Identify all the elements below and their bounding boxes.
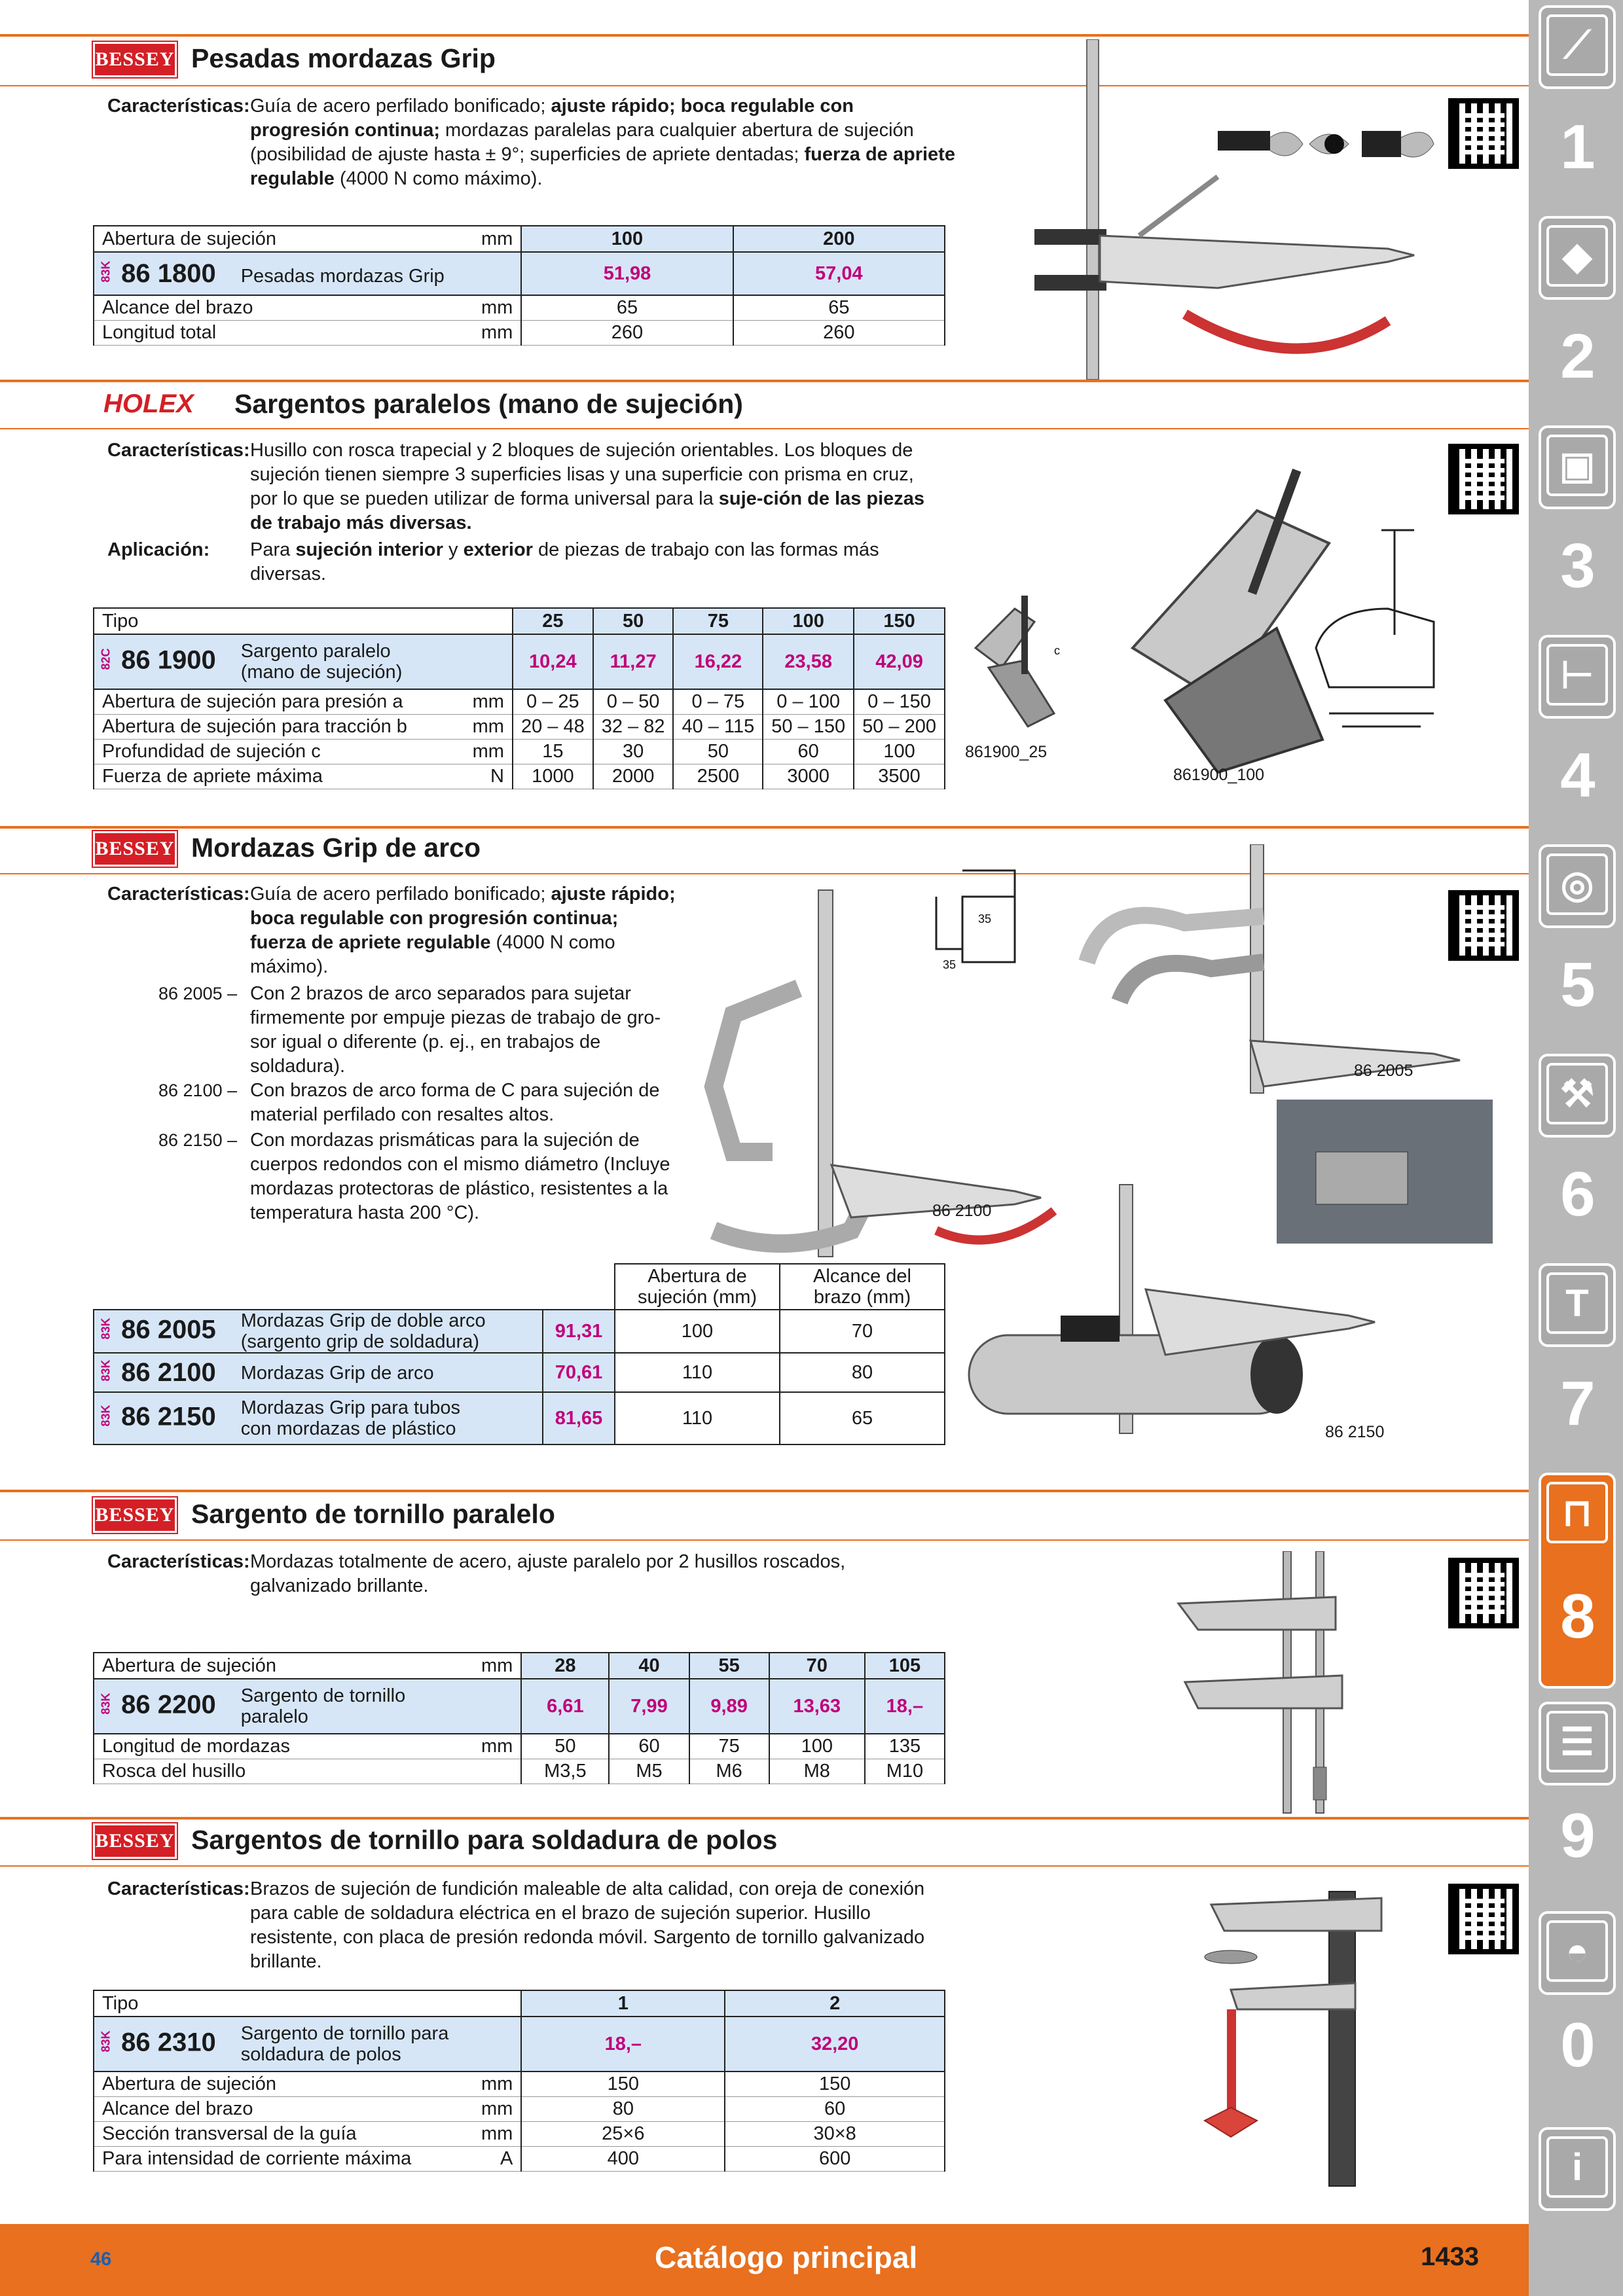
page-number-left: 46 — [90, 2249, 112, 2270]
chuck-icon: ▣ — [1546, 435, 1608, 496]
chapter-number: 0 — [1560, 2010, 1596, 2080]
price: 18,– — [521, 2017, 725, 2072]
section-divider — [0, 1817, 1529, 1820]
price: 42,09 — [854, 634, 945, 689]
price: 57,04 — [733, 252, 945, 295]
page-number-right: 1433 — [1421, 2242, 1479, 2271]
spec-table-861900: Tipo 25 50 75 100 150 82C 86 1900 Sargento paralelo (mano de sujeción) 10,24 11,27 16,22 23,58 42,09 Abertura de sujeción para presión a mm 0 – 25 0 – 50 0 – 75 0 – 100 0 – 150 Abertura de sujeción para tracción b mm 20 – 48 32 – 82 40 – 115 50 – 150 50 – 200 Profundidad de sujeción c mm 15 30 50 60 100 Fuerza de apriete máxima N 1000 2000 2500 3000 3500 — [93, 607, 945, 789]
application-label: Aplicación: — [107, 539, 210, 560]
clamp-icon: ⊓ — [1546, 1482, 1608, 1543]
info-icon: i — [1546, 2136, 1608, 2198]
article-number: 86 1800 — [121, 259, 216, 288]
features-block: Características: Guía de acero perfilado bonificado; ajuste rápido; boca regulable con progresión continua; fuerza de apriete regulable (4000 N como máximo). 86 2005 – Con 2 brazos de arco separados para sujetar firmemente por empuje piezas de trabajo de gro-sor igual o diferente (p. ej., en trabajos de soldadura). 86 2100 – Con brazos de arco forma de C para sujeción de material perfilado con resaltes altos. 86 2150 – Con mordazas prismáticas para la sujeción de cuerpos redondos con el mismo diámetro (Incluye mordazas protectoras de plástico, resistentes a la temperatura hasta 200 °C). — [107, 882, 684, 1236]
qr-code[interactable] — [1448, 1884, 1519, 1954]
chapter-tab-5[interactable] — [1539, 844, 1616, 928]
price: 10,24 — [513, 634, 593, 689]
features-label: Características: — [107, 1551, 250, 1572]
section-underline — [0, 1539, 1529, 1541]
chapter-number: 4 — [1560, 740, 1596, 810]
welding-clamp-image — [1165, 1878, 1427, 2193]
arc-grip-images — [701, 844, 1512, 1460]
product-name: Pesadas mordazas Grip — [240, 265, 445, 287]
chapter-number: 1 — [1560, 112, 1596, 182]
spec-table-861800: Abertura de sujeción mm 100 200 83K 86 1800 Pesadas mordazas Grip 51,98 57,04 Alcance del brazo mm 65 65 Longitud total mm 260 260 — [93, 225, 945, 346]
image-caption: 86 2100 — [932, 1202, 992, 1220]
bessey-logo: BESSEY — [93, 1823, 177, 1859]
svg-text:c: c — [1054, 644, 1060, 657]
bessey-logo: BESSEY — [93, 42, 177, 77]
hammer-pliers-icon: T — [1546, 1272, 1608, 1334]
spec-table-862310: Tipo 1 2 83K 86 2310 Sargento de tornillo para soldadura de polos 18,– 32,20 Abertura de sujeción mm 150 150 Alcance del brazo mm 80 60 Sección transversal de la guía mm 25×6 30×8 Para intensidad de corriente máxima A 400 600 — [93, 1990, 945, 2172]
price: 9,89 — [689, 1679, 769, 1734]
bessey-logo: BESSEY — [93, 831, 177, 867]
section-title: Sargento de tornillo paralelo — [191, 1499, 555, 1529]
section-title: Pesadas mordazas Grip — [191, 43, 496, 73]
wrench-icon: ⚒ — [1546, 1063, 1608, 1124]
footer-title: Catálogo principal — [655, 2240, 918, 2274]
price: 13,63 — [769, 1679, 865, 1734]
chapter-number: 3 — [1560, 531, 1596, 601]
price: 32,20 — [725, 2017, 945, 2072]
variant-text: Con mordazas prismáticas para la sujeción de cuerpos redondos con el mismo diámetro (Incluye mordazas protectoras de plástico, resistentes a la temperatura hasta 200 °C). — [250, 1130, 670, 1223]
qr-code[interactable] — [1448, 98, 1519, 169]
features-text: Brazos de sujeción de fundición maleable de alta calidad, con oreja de conexión para cable de soldadura eléctrica en el brazo de sujeción superior. Husillo resistente, con placa de presión redonda móvil. Sargento de tornillo galvanizado brillante. — [250, 1878, 925, 1972]
chapter-tab-9[interactable] — [1539, 1702, 1616, 1785]
parallel-screw-clamp-image — [1172, 1551, 1421, 1820]
qr-code[interactable] — [1448, 444, 1519, 514]
chapter-tab-7[interactable] — [1539, 1263, 1616, 1347]
price: 51,98 — [521, 252, 733, 295]
chapter-number-active: 8 — [1560, 1581, 1596, 1651]
qr-code[interactable] — [1448, 890, 1519, 961]
price: 11,27 — [593, 634, 674, 689]
price: 70,61 — [543, 1353, 615, 1392]
col-header: Abertura de sujeción (mm) — [615, 1264, 780, 1310]
bessey-logo: BESSEY — [93, 1498, 177, 1533]
holex-logo: HOLEX — [103, 389, 194, 418]
image-caption: 861900_100 — [1173, 766, 1265, 784]
tool-cabinet-icon: ☰ — [1546, 1711, 1608, 1772]
spec-label: Alcance del brazo — [94, 295, 473, 320]
spec-table-grip-arc: Abertura de sujeción (mm) Alcance del brazo (mm) 83K 86 2005 Mordazas Grip de doble arco (sargento grip de soldadura) 91,31 100 70 83K 86 2100 Mordazas Grip de arco 70,61 110 80 83K 86 2150 Mordazas Grip para tubos con mordazas de plástico 81,65 110 65 — [93, 1263, 945, 1445]
application-text: Para sujeción interior y exterior de piezas de trabajo con las formas más diversas. — [250, 539, 879, 584]
price: 6,61 — [521, 1679, 609, 1734]
chapter-tab-1[interactable] — [1539, 5, 1616, 89]
features-text: Guía de acero perfilado bonificado; ajuste rápido; boca regulable con progresión continua; mordazas paralelas para cualquier abertura de sujeción (posibilidad de ajuste hasta ± 9°; superficies de apriete dentadas; fuerza de apriete regulable (4000 N como máximo). — [250, 96, 955, 189]
caliper-icon: ⊢ — [1546, 644, 1608, 706]
chapter-number: 5 — [1560, 950, 1596, 1020]
features-text: Guía de acero perfilado bonificado; ajuste rápido; boca regulable con progresión continua; fuerza de apriete regulable (4000 N como máximo). — [250, 884, 676, 977]
article-number: 86 1900 — [121, 645, 216, 675]
section-title: Sargentos de tornillo para soldadura de polos — [191, 1825, 778, 1855]
saw-blade-icon: ◎ — [1546, 853, 1608, 915]
product-row[interactable]: 83K 86 2310 Sargento de tornillo para soldadura de polos — [94, 2017, 521, 2072]
features-block — [107, 1550, 958, 1602]
chapter-tab-0[interactable] — [1539, 1911, 1616, 1995]
safety-goggles-icon: ◓ — [1546, 1920, 1608, 1982]
chapter-number: 6 — [1560, 1159, 1596, 1229]
variant-text: Con 2 brazos de arco separados para sujetar firmemente por empuje piezas de trabajo de gro-sor igual o diferente (p. ej., en trabajos de soldadura). — [250, 983, 661, 1077]
unit: mm — [473, 226, 521, 252]
grip-clamp-image — [1021, 39, 1440, 380]
section-title: Sargentos paralelos (mano de sujeción) — [234, 389, 743, 419]
price: 7,99 — [609, 1679, 689, 1734]
product-row[interactable]: 83K 86 2100 Mordazas Grip de arco — [94, 1353, 543, 1392]
features-label: Características: — [107, 884, 250, 905]
size-header: 100 — [521, 226, 733, 252]
features-block — [107, 94, 958, 192]
section-divider — [0, 1490, 1529, 1492]
image-caption: 861900_25 — [965, 743, 1048, 761]
features-label: Características: — [107, 440, 250, 461]
chapter-tab-4[interactable] — [1539, 635, 1616, 719]
chapter-number: 7 — [1560, 1369, 1596, 1439]
product-name: Sargento paralelo (mano de sujeción) — [240, 641, 403, 683]
price: 81,65 — [543, 1392, 615, 1444]
section-divider — [0, 34, 1529, 37]
section-underline — [0, 1865, 1529, 1867]
section-underline — [0, 428, 1529, 429]
section-divider — [0, 826, 1529, 829]
price: 91,31 — [543, 1310, 615, 1353]
svg-text:35: 35 — [978, 912, 992, 925]
image-caption: 86 2005 — [1354, 1062, 1413, 1080]
svg-text:35: 35 — [943, 958, 957, 971]
section-divider — [0, 380, 1529, 382]
drill-bit-icon: ⟋ — [1546, 14, 1608, 76]
size-header: 200 — [733, 226, 945, 252]
features-label: Características: — [107, 96, 250, 117]
insert-icon: ◆ — [1546, 225, 1608, 287]
features-text: Mordazas totalmente de acero, ajuste paralelo por 2 husillos roscados, galvanizado brillante. — [250, 1551, 846, 1596]
chapter-number: 2 — [1560, 321, 1596, 391]
price: 23,58 — [763, 634, 854, 689]
col-header: Alcance del brazo (mm) — [780, 1264, 945, 1310]
price: 16,22 — [673, 634, 763, 689]
spec-label: Longitud total — [94, 320, 473, 345]
variant-text: Con brazos de arco forma de C para sujeción de material perfilado con resaltes altos. — [250, 1080, 660, 1125]
chapter-tab-6[interactable] — [1539, 1054, 1616, 1138]
product-row[interactable]: 82C 86 1900 Sargento paralelo (mano de sujeción) — [94, 634, 513, 689]
price: 18,– — [865, 1679, 945, 1734]
chapter-tab-2[interactable] — [1539, 216, 1616, 300]
product-row[interactable]: 83K 86 2200 Sargento de tornillo paralelo — [94, 1679, 521, 1734]
product-row[interactable]: 83K 86 1800 Pesadas mordazas Grip — [94, 252, 521, 295]
col-header: Abertura de sujeción — [94, 226, 473, 252]
chapter-tab-3[interactable] — [1539, 425, 1616, 509]
image-caption: 86 2150 — [1325, 1423, 1385, 1441]
section-title: Mordazas Grip de arco — [191, 833, 481, 863]
chapter-tab-info[interactable] — [1539, 2127, 1616, 2211]
features-block — [107, 439, 958, 596]
chapter-number: 9 — [1560, 1801, 1596, 1871]
spec-table-862200: Abertura de sujeción mm 28 40 55 70 105 83K 86 2200 Sargento de tornillo paralelo 6,61 7,99 9,89 13,63 18,– Longitud de mordazas mm 50 60 75 100 135 Rosca del husillo M3,5 M5 M6 M8 M10 — [93, 1652, 945, 1784]
product-row[interactable]: 83K 86 2005 Mordazas Grip de doble arco (sargento grip de soldadura) — [94, 1310, 543, 1353]
qr-code[interactable] — [1448, 1558, 1519, 1628]
features-block — [107, 1877, 958, 1975]
product-row[interactable]: 83K 86 2150 Mordazas Grip para tubos con mordazas de plástico — [94, 1392, 543, 1444]
features-label: Características: — [107, 1878, 250, 1899]
footer-bar — [0, 2224, 1529, 2296]
features-text: Husillo con rosca trapecial y 2 bloques de sujeción orientables. Los bloques de sujeción tienen siempre 3 superficies lisas y una superficie con prisma en cruz, por lo que se pueden utilizar de forma universal para la suje-ción de las piezas de trabajo más diversas. — [250, 440, 925, 533]
